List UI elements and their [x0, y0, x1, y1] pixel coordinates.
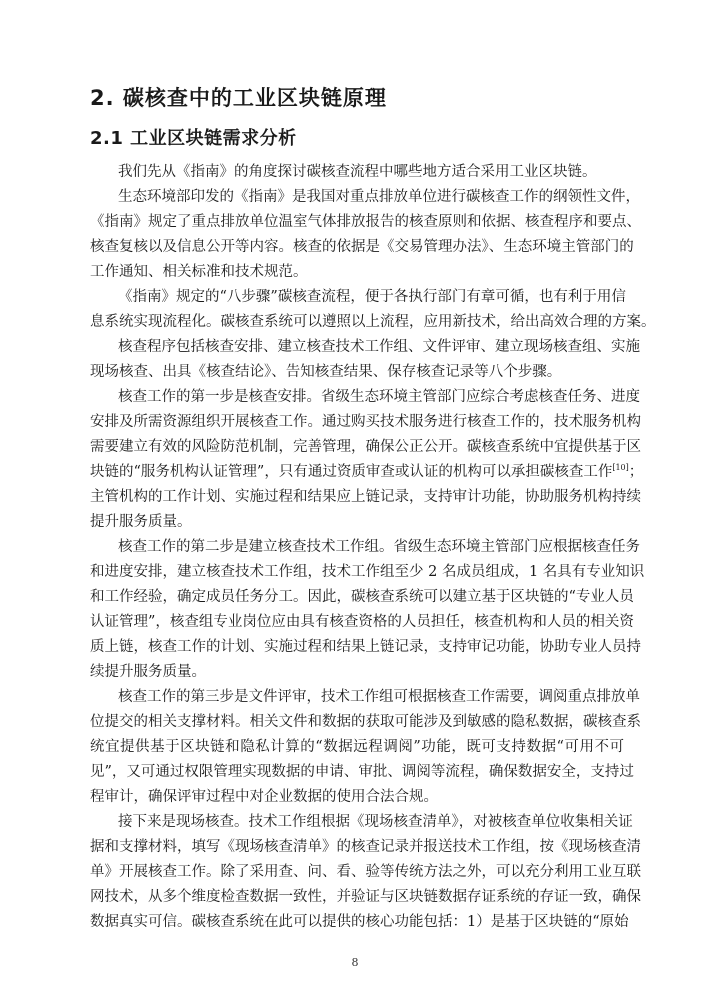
paragraph-line-punct: ；	[628, 464, 644, 480]
paragraph-line: 程审计，确保评审过程中对企业数据的使用合法合规。	[90, 789, 438, 805]
paragraph-line: 我们先从《指南》的角度探讨碳核查流程中哪些地方适合采用工业区块链。	[118, 164, 597, 180]
paragraph-line: 需要建立有效的风险防范机制，完善管理，确保公正公开。碳核查系统中宜提供基于区	[90, 439, 641, 455]
paragraph-line: 核查工作的第一步是核查安排。省级生态环境主管部门应综合考虑核查任务、进度	[118, 389, 640, 405]
page-number: 8	[351, 956, 359, 969]
paragraph-line: 和进度安排，建立核查技术工作组，技术工作组至少 2 名成员组成，1 名具有专业知识	[90, 564, 645, 580]
paragraph-line: 工作通知、相关标准和技术规范。	[90, 264, 308, 280]
paragraph-line: 核查复核以及信息公开等内容。核查的依据是《交易管理办法》、生态环境主管部门的	[90, 239, 634, 255]
subsection-heading: 2.1 工业区块链需求分析	[90, 128, 297, 149]
paragraph-line: 提升服务质量。	[90, 514, 192, 530]
paragraph-line: 统宜提供基于区块链和隐私计算的“数据远程调阅”功能，既可支持数据“可用不可	[90, 739, 624, 755]
paragraph-line: 认证管理”，核查组专业岗位应由具有核查资格的人员担任，核查机构和人员的相关资	[90, 614, 634, 630]
paragraph-line: 接下来是现场核查。技术工作组根据《现场核查清单》，对被核查单位收集相关证	[118, 814, 633, 830]
section-heading: 2. 碳核查中的工业区块链原理	[90, 86, 387, 110]
paragraph-line: 安排及所需资源组织开展核查工作。通过购买技术服务进行核查工作的，技术服务机构	[90, 414, 641, 430]
paragraph-line: 见”，又可通过权限管理实现数据的申请、审批、调阅等流程，确保数据安全，支持过	[90, 764, 634, 780]
paragraph-line: 位提交的相关支撑材料。相关文件和数据的获取可能涉及到敏感的隐私数据，碳核查系	[90, 714, 641, 730]
paragraph-line: 核查工作的第二步是建立核查技术工作组。省级生态环境主管部门应根据核查任务	[118, 539, 640, 555]
paragraph-line: 单》开展核查工作。除了采用查、问、看、验等传统方法之外，可以充分利用工业互联	[90, 864, 641, 880]
citation-reference: [10]	[612, 463, 629, 473]
paragraph-line: 主管机构的工作计划、实施过程和结果应上链记录，支持审计功能，协助服务机构持续	[90, 489, 641, 505]
paragraph-line: 据和支撑材料，填写《现场核查清单》的核查记录并报送技术工作组，按《现场核查清	[90, 839, 641, 855]
paragraph-line: 《指南》规定了重点排放单位温室气体排放报告的核查原则和依据、核查程序和要点、	[90, 214, 641, 230]
paragraph-line: 质上链，核查工作的计划、实施过程和结果上链记录，支持审记功能，协助专业人员持	[90, 639, 641, 655]
paragraph-line: 网技术，从多个维度检查数据一致性，并验证与区块链数据存证系统的存证一致，确保	[90, 889, 641, 905]
paragraph-line: 和工作经验，确定成员任务分工。因此，碳核查系统可以建立基于区块链的“专业人员	[90, 589, 634, 605]
paragraph-line: 息系统实现流程化。碳核查系统可以遵照以上流程，应用新技术，给出高效合理的方案。	[90, 314, 656, 330]
paragraph-line: 核查工作的第三步是文件评审，技术工作组可根据核查工作需要，调阅重点排放单	[118, 689, 640, 705]
paragraph-line: 现场核查、出具《核查结论》、告知核查结果、保存核查记录等八个步骤。	[90, 364, 562, 380]
paragraph-line: 数据真实可信。碳核查系统在此可以提供的核心功能包括：1）是基于区块链的“原始	[90, 914, 629, 930]
paragraph-line: 续提升服务质量。	[90, 664, 206, 680]
paragraph-line: 核查程序包括核查安排、建立核查技术工作组、文件评审、建立现场核查组、实施	[118, 339, 640, 355]
paragraph-line-text: 块链的“服务机构认证管理”，只有通过资质审查或认证的机构可以承担碳核查工作	[90, 464, 613, 480]
paragraph-line: 《指南》规定的“八步骤”碳核查流程，便于各执行部门有章可循，也有利于用信	[118, 289, 626, 305]
paragraph-line: 生态环境部印发的《指南》是我国对重点排放单位进行碳核查工作的纲领性文件，	[118, 189, 640, 205]
paragraph-line	[90, 462, 643, 482]
